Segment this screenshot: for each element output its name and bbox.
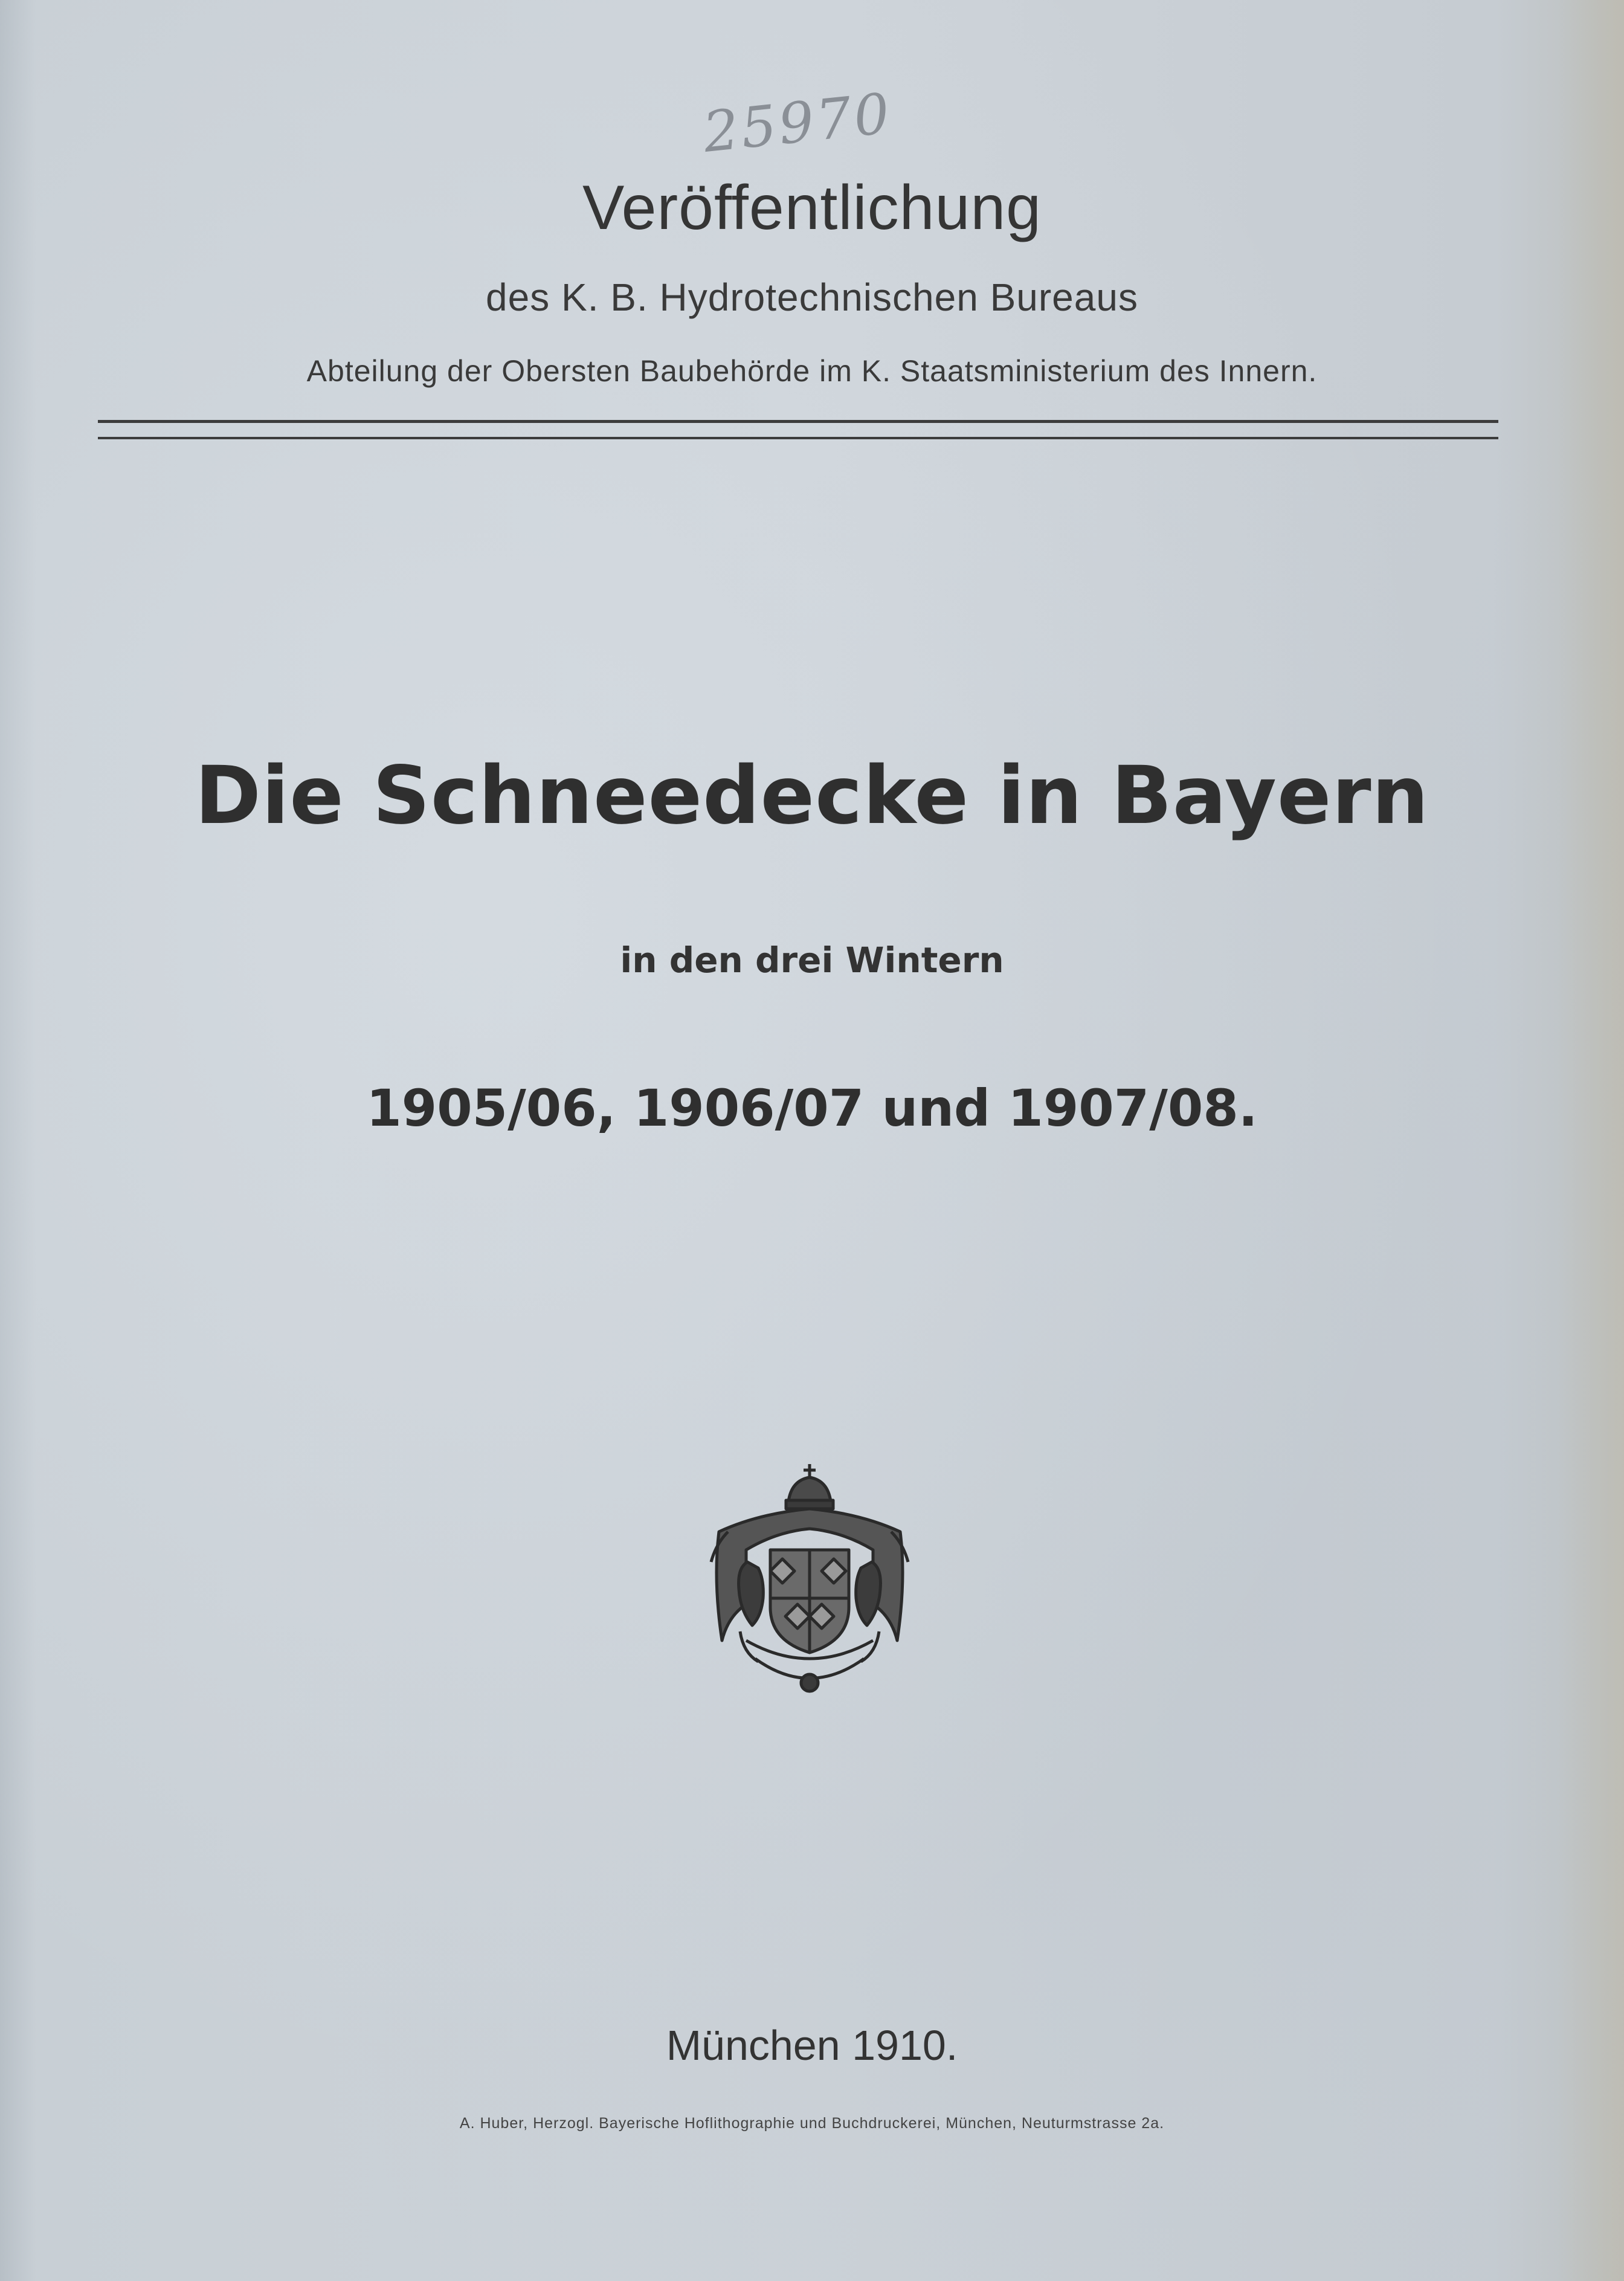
handwritten-catalog-number: 25970 [700,80,895,166]
header-rule-top [98,420,1498,423]
subtitle: in den drei Wintern [620,940,1004,981]
header-rule-bottom [98,437,1498,439]
winter-years: 1905/06, 1906/07 und 1907/08. [366,1079,1258,1138]
page-edge-discoloration [1558,0,1624,2281]
department-line: Abteilung der Obersten Baubehörde im K. Staatsministerium des Innern. [306,354,1318,388]
imprint-place-year: München 1910. [666,2022,958,2069]
bureau-line: des K. B. Hydrotechnischen Bureaus [486,276,1138,319]
series-title: Veröffentlichung [582,173,1042,243]
bavarian-coat-of-arms-icon [704,1459,915,1707]
main-title: Die Schneedecke in Bayern [195,749,1429,842]
printer-line: A. Huber, Herzogl. Bayerische Hoflithographie und Buchdruckerei, München, Neuturmstrasse 2a. [459,2115,1165,2132]
